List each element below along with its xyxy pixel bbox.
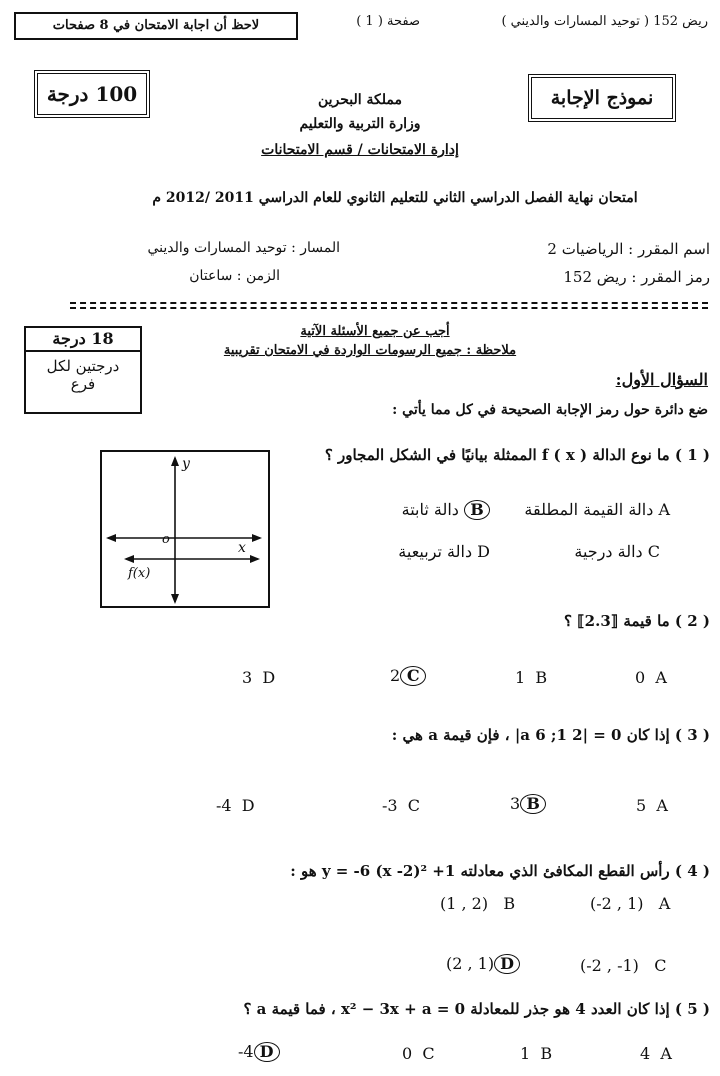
graph-frame [100,450,270,608]
q1-4 [260,862,710,880]
q1-1-option-a-letter: A [658,500,670,519]
q1-3-option-c[interactable]: -3 C [382,796,421,815]
track: المسار : توحيد المسارات والديني [147,240,340,256]
separator-top [70,302,708,304]
q1-heading: السؤال الأول: [615,370,708,389]
q1-5-option-d[interactable]: -4 D [238,1042,308,1062]
q1-4-option-d[interactable]: (2 , 1) D [446,954,546,974]
q1-5-option-d-circled: D [254,1042,280,1062]
graph-func-arrow-left [124,555,134,563]
q1-5-option-b[interactable]: 1 B [520,1044,553,1063]
q1-3-option-b[interactable]: 3 B [510,794,570,814]
course-code: رمز المقرر : ريض 152 [563,268,710,286]
q1-2 [460,612,710,630]
grade-box-line1: درجتين لكل [46,357,120,375]
q1-5-option-c[interactable]: 0 C [402,1044,435,1063]
q1-3 [250,726,710,744]
q1-1-option-c-letter: C [647,542,660,561]
q1-3-text: إذا كان 0 = |2 1; 6 a| ، فإن قيمة a هي : [391,726,670,744]
q1-instruction: ضع دائرة حول رمز الإجابة الصحيحة في كل مما يأتي : [392,402,708,418]
note: ملاحظة : جميع الرسومات الواردة في الامتحان تقريبية [223,343,517,358]
pages-note: لاحظ أن اجابة الامتحان في 8 صفحات [52,18,260,33]
q1-2-option-b[interactable]: 1 B [515,668,548,687]
q1-4-option-d-circled: D [494,954,520,974]
total-grade-box [34,70,150,118]
grade-box-title: 18 درجة [26,328,140,352]
q1-1-option-a[interactable]: دالة القيمة المطلقة A [524,500,670,519]
q1-4-option-a[interactable]: (-2 , 1) A [590,894,671,913]
kingdom: مملكة البحرين [317,92,403,108]
header-course: ريض 152 ( توحيد المسارات والديني ) [501,14,708,29]
answer-model: نموذج الإجابة [550,87,654,109]
q1-1-number: ( 1 ) [674,446,710,464]
grade-box [24,326,142,414]
exam-title: امتحان نهاية الفصل الدراسي الثاني للتعليم الثانوي للعام الدراسي 2011 /2012 م [152,190,638,206]
q1-5-option-a[interactable]: 4 A [640,1044,672,1063]
q1-3-option-b-circled: B [520,794,546,814]
q1-1-option-b-letter-circled: B [464,500,490,520]
pages-note-box [14,12,298,40]
q1-2-text: ما قيمة ⟦2.3⟧ ؟ [564,612,670,630]
q1-1-option-d-letter: D [477,542,490,561]
grade-box-line2: فرع [70,375,96,393]
q1-2-number: ( 2 ) [674,612,710,630]
total-grade: 100 درجة [46,82,138,106]
course-name: اسم المقرر : الرياضيات 2 [547,240,710,258]
graph-x-arrow-left [106,534,116,542]
graph-x-label: x [238,540,246,556]
q1-3-number: ( 3 ) [674,726,710,744]
q1-3-option-d[interactable]: -4 D [216,796,255,815]
q1-4-number: ( 4 ) [674,862,710,880]
q1-1-text: ما نوع الدالة f ( x ) الممثلة بيانيًا في الشكل المجاور ؟ [324,446,670,464]
graph-func-label: f(x) [128,566,151,581]
q1-1 [290,446,710,472]
q1-1-option-d[interactable]: دالة تربيعية D [398,542,490,561]
graph-x-arrow-right [252,534,262,542]
q1-5-text: إذا كان العدد 4 هو جذر للمعادلة x² − 3x + a = 0 ، فما قيمة a ؟ [243,1000,670,1018]
graph-origin-label: o [162,532,170,547]
answer-all: أجب عن جميع الأسئلة الآتية [300,324,450,339]
q1-3-option-a[interactable]: 5 A [636,796,668,815]
ministry: وزارة التربية والتعليم [299,116,421,132]
q1-2-option-c-circled: C [400,666,426,686]
q1-2-option-c[interactable]: 2 C [390,666,450,686]
graph-y-label: y [182,456,190,472]
q1-2-option-a[interactable]: 0 A [635,668,667,687]
department: إدارة الامتحانات / قسم الامتحانات [261,142,459,158]
graph-svg [102,452,268,606]
graph-y-arrow-down [171,594,179,604]
q1-5-number: ( 5 ) [674,1000,710,1018]
answer-model-box [528,74,676,122]
q1-4-option-c[interactable]: (-2 , -1) C [580,956,667,975]
q1-1-option-c[interactable]: دالة درجية C [574,542,660,561]
q1-4-text: رأس القطع المكافئ الذي معادلته y = -6 (x -2)² +1 هو : [290,862,670,880]
q1-2-option-d[interactable]: 3 D [242,668,276,687]
graph-func-arrow-right [250,555,260,563]
q1-4-option-b[interactable]: (1 , 2) B [440,894,516,913]
time: الزمن : ساعتان [189,268,280,284]
q1-5 [200,1000,710,1018]
graph-y-arrow-up [171,456,179,466]
separator-bottom [70,307,708,309]
header-page-label: صفحة ( 1 ) [356,14,420,29]
q1-1-option-b[interactable]: دالة ثابتة B [380,500,490,520]
